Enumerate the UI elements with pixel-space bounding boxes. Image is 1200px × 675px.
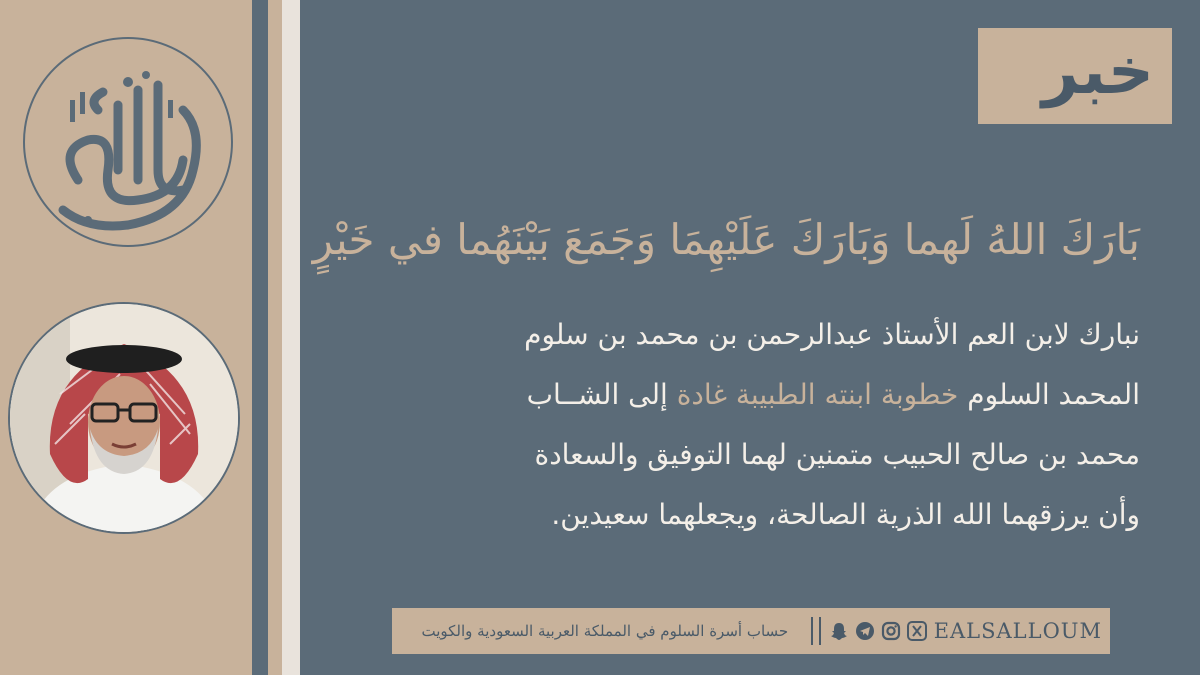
announcement-segment: إلى الشــاب: [526, 378, 677, 411]
portrait-photo: [8, 302, 240, 534]
footer-caption: حساب أسرة السلوم في المملكة العربية السعودية والكويت: [421, 622, 789, 640]
footer-bar: [392, 608, 1110, 654]
family-logo: [18, 30, 238, 260]
footer-separator: [819, 617, 821, 645]
announcement-line: محمد بن صالح الحبيب متمنين لهما التوفيق والسعادة: [534, 438, 1140, 471]
divider-stripe: [282, 0, 300, 675]
news-tag-label: خبر: [1041, 35, 1154, 109]
instagram-icon[interactable]: [880, 620, 902, 642]
announcement-line: نبارك لابن العم الأستاذ عبدالرحمن بن محمد بن سلوم: [524, 318, 1140, 351]
telegram-icon[interactable]: [854, 620, 876, 642]
news-tag: [978, 28, 1172, 124]
highlighted-text: خطوبة ابنته الطبيبة غادة: [676, 378, 959, 411]
divider-stripe: [300, 0, 316, 675]
footer-separator: [811, 617, 813, 645]
announcement-line: [380, 365, 1140, 425]
announcement-text: [380, 305, 1140, 545]
divider-stripe: [268, 0, 282, 675]
divider-stripe: [252, 0, 268, 675]
announcement-line: وأن يرزقهما الله الذرية الصالحة، ويجعلهما سعيدين.: [551, 498, 1140, 531]
x-icon[interactable]: [906, 620, 928, 642]
social-icons: [828, 620, 928, 642]
snapchat-icon[interactable]: [828, 620, 850, 642]
blessing-verse: بَارَكَ اللهُ لَهما وَبَارَكَ عَلَيْهِمَا وَجَمَعَ بَيْنَهُما في خَيْرٍ: [312, 215, 1140, 264]
announcement-segment: المحمد السلوم: [958, 378, 1140, 411]
account-handle[interactable]: EALSALLOUM: [933, 619, 1102, 643]
